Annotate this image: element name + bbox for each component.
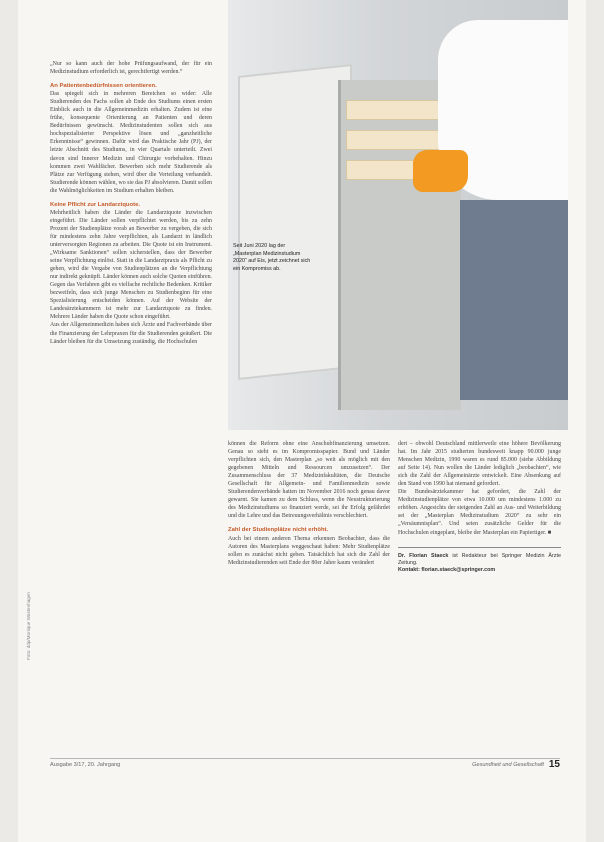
paragraph: Aus der Allgemeinmedizin haben sich Ärzte und Fachverbände über die Finanzierung der Lehrpraxen für die Studierenden geäußert. Die Länder bleiben für die Umsetzung zuständig, die Hochschulen (50, 322, 212, 345)
author-bio: ist Redakteur bei Springer Medizin Ärzte Zeitung. (398, 552, 561, 566)
paragraph: Auch bei einem anderen Thema erkennen Beobachter, dass die Autoren des Masterplans weggeschaut haben: Mehr Studienplätze sollen es zunächst nicht geben. Tatsächlich hat sich die Zahl der Medizinstudierenden seit Ende der 80er Jahre kaum verändert (228, 535, 390, 566)
footer-divider (50, 758, 560, 759)
paragraph: „Nur so kann auch der hohe Prüfungsaufwand, der für ein Medizinstudium erforderlich ist, gerechtfertigt werden.“ (50, 61, 212, 76)
author-box (398, 547, 561, 575)
section-name: Gesundheit und Gesellschaft (472, 762, 544, 768)
photo-credit: Foto: ddp/Monique Wüstenhagen (26, 592, 31, 660)
author-contact: Kontakt: florian.staeck@springer.com (398, 567, 496, 574)
text-column-2 (228, 440, 390, 567)
paragraph: Die Bundesärztekammer hat gefordert, die Zahl der Medizinstudienplätze von etwa 10.000 um mindestens 1.000 zu erhöhen. Angesichts der steigenden Zahl an Aus- und Weiterbildung sei der „Masterplan Medizinstudium 2020“ zu sehr ein „Versäumnisplan“. Und seien zusätzliche Gelder für die Hochschulen eingeplant, bleibe der Masterplan ein Papiertiger. ■ (398, 489, 561, 536)
text-column-3 (398, 440, 561, 575)
paragraph: dert – obwohl Deutschland mittlerweile eine höhere Bevölkerung hat. Im Jahr 2015 studierten bundesweit knapp 90.000 junge Menschen Medizin, 1990 waren es rund 85.000 (siehe Abbildung auf Seite 14). Nun wollen die Länder lediglich „beobachten“, wie sich die Zahl der Allgemeinärzte entwickelt. Eine Absenkung auf den Stand von 1990 hat niemand gefordert. (398, 441, 561, 488)
text-column-1 (50, 60, 212, 346)
section-heading: Zahl der Studienplätze nicht erhöht. (228, 527, 329, 534)
section-heading: Keine Pflicht zur Landarztquote. (50, 201, 141, 208)
paragraph: Das spiegelt sich in mehreren Bereichen so wider: Alle Studierenden des Fachs sollen ab Ende des Studiums einen ersten Einblick auch in die Allgemeinmedizin erhalten. Zudem ist eine frühe, konsequente Orientierung an Patienten und deren Bedürfnissen gewünscht. Medizinstudenten sollen sich aus hochspezialisierter Perspektive lösen und „ganzheitliche Erkenntnisse“ gewinnen. Dafür wird das Praktische Jahr (PJ), der letzte Abschnitt des Studiums, in vier Quartale unterteilt. Zwei davon sind Innerer Medizin und Chirurgie vorbehalten. Hinzu kommen zwei Wahlfächer. Bewerben sich mehr Studierende als Plätze zur Verfügung stehen, wird über die Verteilung verhandelt. Studierende können wählen, wo sie das PJ absolvieren. Damit sollen die Wahlmöglichkeiten im Studium erhalten bleiben. (50, 91, 212, 194)
paragraph: Mehrheitlich haben die Länder die Landarztquote inzwischen eingeführt. Die Länder sollen verpflichtet werden, bis zu zehn Prozent der Studienplätze vorab an Bewerber zu vergeben, die sich für mindestens zehn Jahre verpflichten, als Landarzt in ländlich unterversorgten Regionen zu arbeiten. Die Quote ist ein Instrument. „Wirksame Sanktionen“ sollen sicherstellen, dass der Bewerber seine Verpflichtung einlöst. Statt in die Landarztpraxis als Pflicht zu gehen, wird die Vergabe von Studienplätzen an die Verpflichtung nur indirekt geknüpft. Länder können auch solche Quoten einführen. Gegen das Verfahren gibt es vielfache rechtliche Bedenken. Kritiker bezweifeln, dass sich junge Menschen zu Studienbeginn für eine Spezialisierung entscheiden können. Auf der Website der Landesärztekammern ist mehr zur Landarztquote zu finden. Mehrere Länder haben die Quote schon eingeführt. (50, 209, 212, 321)
photo-archive-shelves (228, 0, 568, 430)
section-heading: An Patientenbedürfnissen orientieren. (50, 83, 157, 90)
issue-info: Ausgabe 3/17, 20. Jahrgang (50, 762, 121, 768)
page-number: 15 (548, 759, 560, 770)
photo-caption: Seit Juni 2020 lag der „Masterplan Medizinstudium 2020“ auf Eis, jetzt zeichnet sich ein Kompromiss ab. (233, 243, 311, 272)
paragraph: können die Reform ohne eine Anschubfinanzierung umsetzen. Genau so steht es im Kompromisspapier. Bund und Länder verpflichten sich, den Masterplan „so weit als möglich mit den gegebenen Mitteln und Ressourcen umzusetzen“. Der Zusammenschluss der 37 Medizinfakultäten, die Deutsche Gesellschaft für Allgemein- und Familienmedizin sowie Studierendenverbände hatten im November 2016 noch genau davor gewarnt. Sie kamen zu dem Schluss, wenn die Neustrukturierung des Medizinstudiums so finanziert werde, sei ihr Erfolg gefährdet und die Lehre und das Betreuungsverhältnis verschlechtert. (228, 441, 390, 520)
author-name: Dr. Florian Staeck (398, 552, 449, 559)
